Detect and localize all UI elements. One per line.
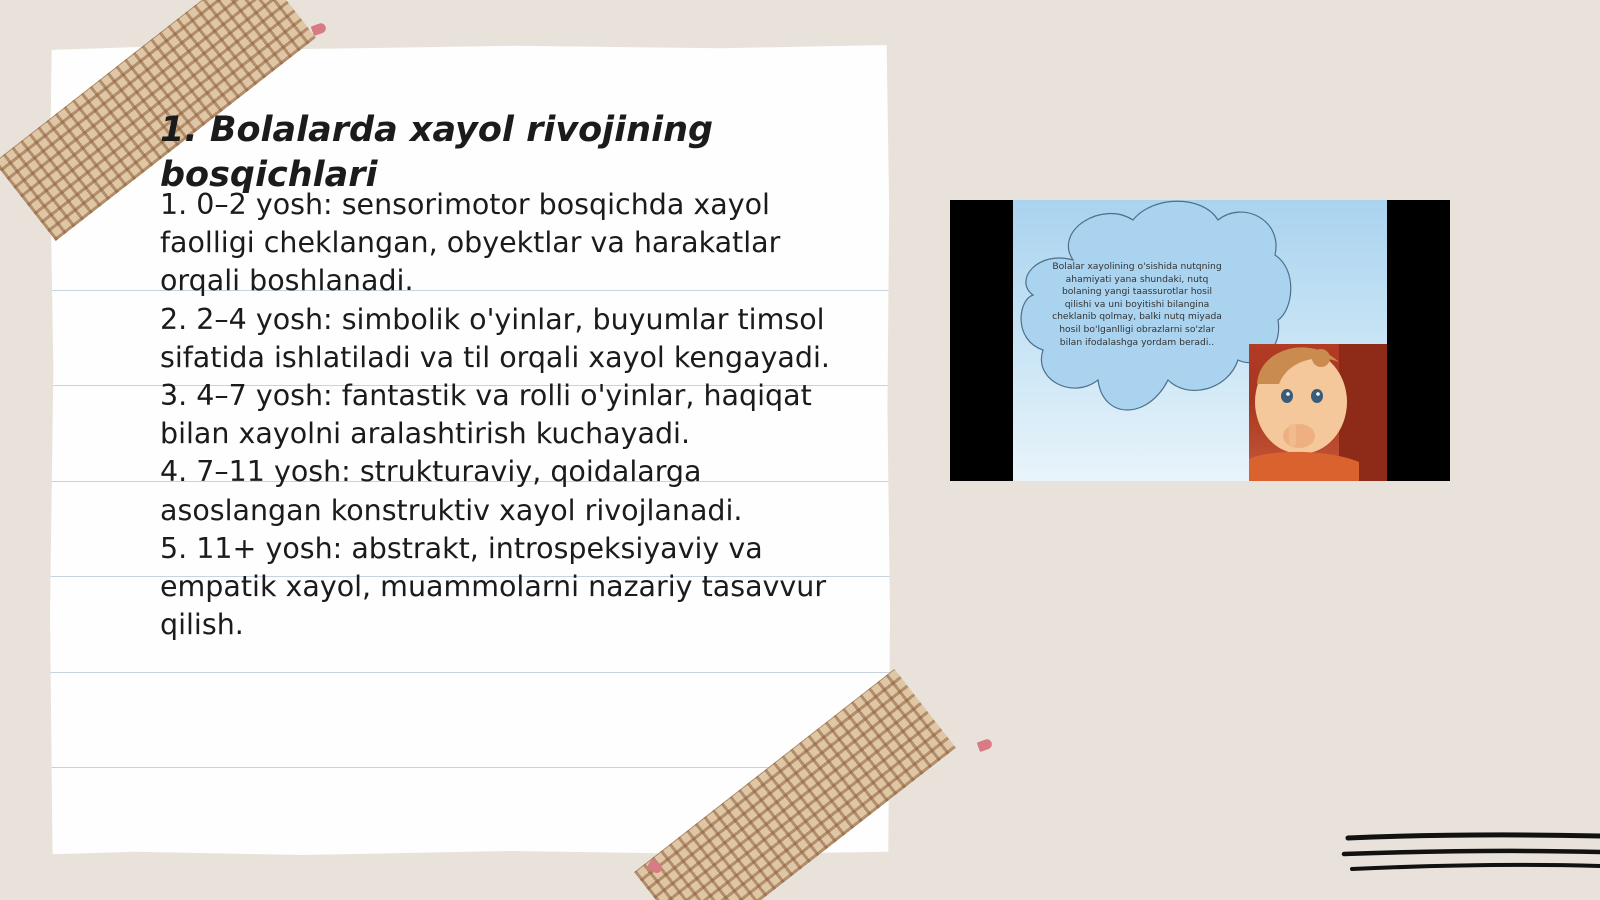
stages-list — [160, 186, 850, 644]
slide-title: 1. Bolalarda xayol rivojining bosqichlari — [160, 110, 714, 195]
decorative-brush-lines — [1340, 832, 1600, 880]
child-figure — [1249, 344, 1387, 481]
stage-item: 3. 4–7 yosh: fantastik va rolli o'yinlar, haqiqat bilan xayolni aralashtirish kuchayadi. — [160, 379, 812, 451]
stage-item: 5. 11+ yosh: abstrakt, introspeksiyaviy va empatik xayol, muammolarni nazariy tasavvur qilish. — [160, 531, 827, 642]
stage-item: 4. 7–11 yosh: strukturaviy, qoidalarga asoslangan konstruktiv xayol rivojlanadi. — [160, 455, 743, 527]
stage-item: 2. 2–4 yosh: simbolik o'yinlar, buyumlar timsol sifatida ishlatiladi va til orqali xayol kengayadi. — [160, 302, 830, 374]
tape-tab-decoration — [977, 738, 994, 752]
paper-rule-line — [50, 672, 890, 673]
illustration-image — [950, 200, 1450, 481]
illustration-content — [1013, 200, 1387, 481]
tape-tab-decoration — [311, 22, 328, 36]
paper-rule-line — [50, 767, 890, 768]
stage-item: 1. 0–2 yosh: sensorimotor bosqichda xayol faolligi cheklangan, obyektlar va harakatlar orqali boshlanadi. — [160, 188, 781, 298]
child-photo — [1249, 344, 1387, 481]
cloud-caption: Bolalar xayolining o'sishida nutqning ahamiyati yana shundaki, nutq bolaning yangi taassurotlar hosil qilishi va uni boyitishi bilangina cheklanib qolmay, balki nutq miyada hosil bo'lganlligi obrazlarni so'zlar bilan ifodalashga yordam beradi.. — [1052, 261, 1222, 348]
